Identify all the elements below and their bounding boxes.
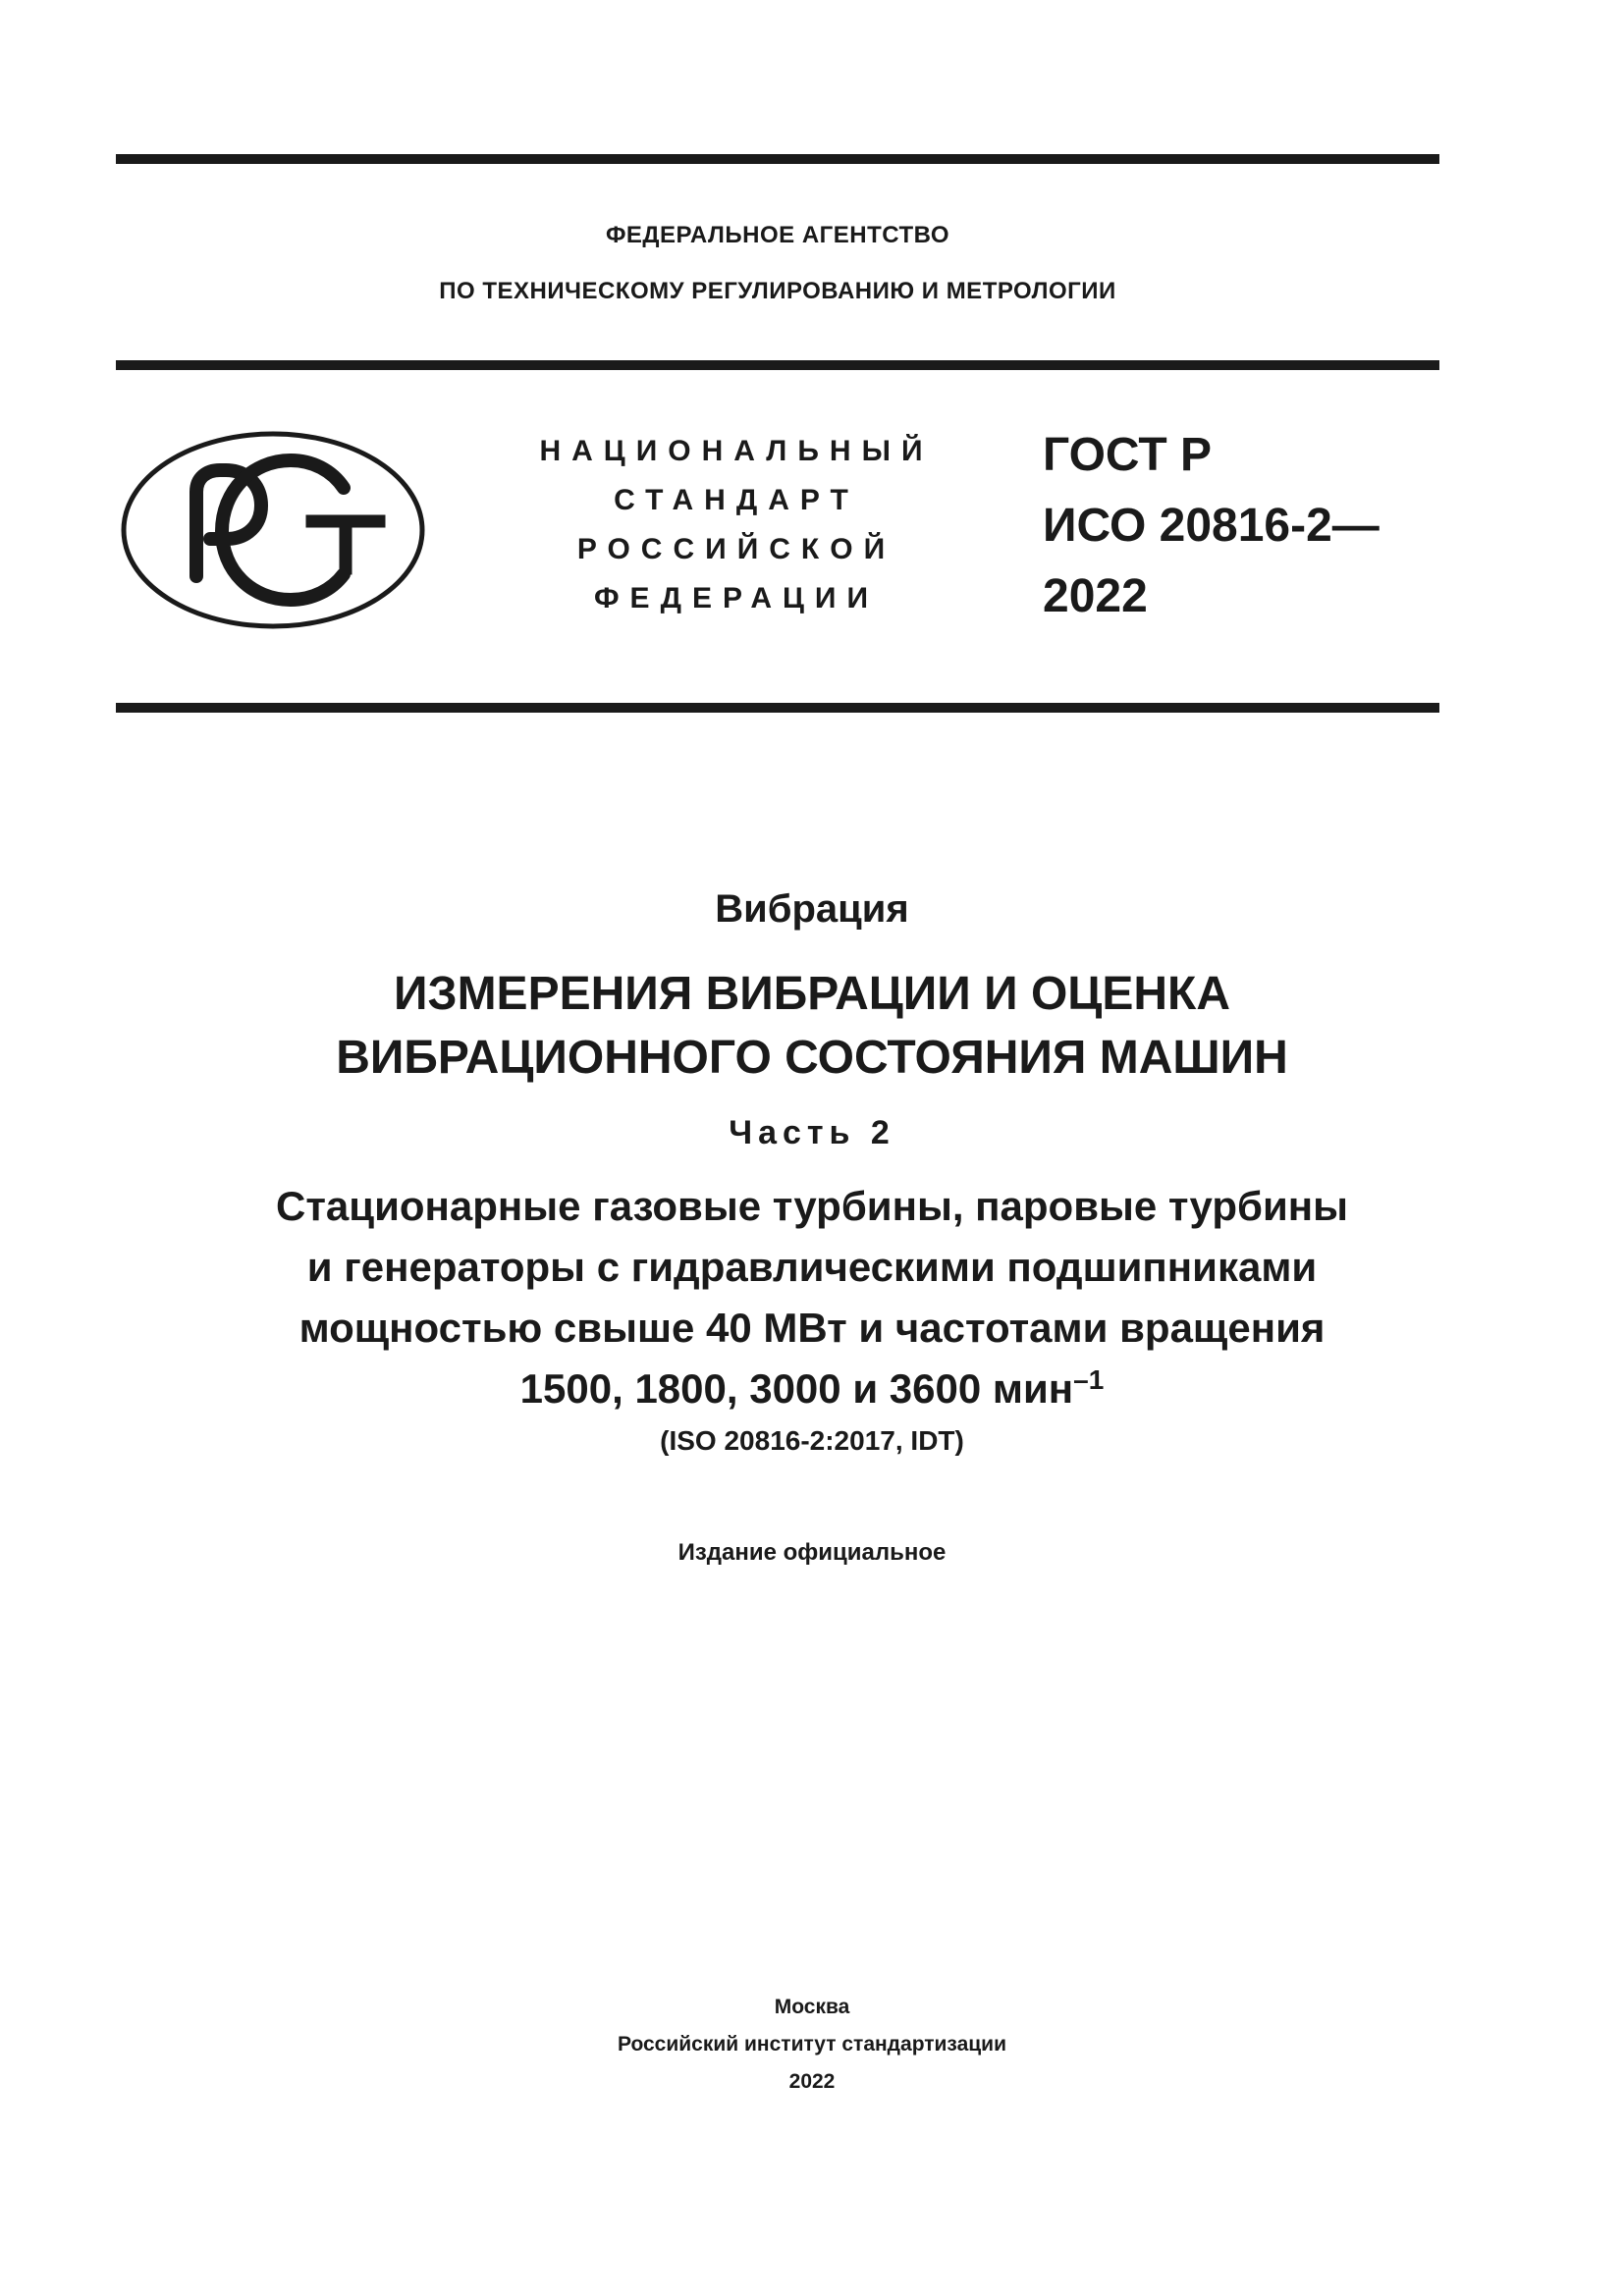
top-rule	[116, 154, 1439, 164]
part-number: Часть 2	[729, 1114, 895, 1151]
national-standard-line4: ФЕДЕРАЦИИ	[593, 582, 880, 614]
bottom-rule	[116, 703, 1439, 713]
national-standard-label	[511, 427, 962, 623]
subtitle-line2: и генераторы с гидравлическими подшипниками	[306, 1244, 1318, 1290]
subtitle-line4-text: 1500, 1800, 3000 и 3600 мин	[519, 1365, 1074, 1412]
edition-label: Издание официальное	[677, 1539, 947, 1566]
rst-logo-icon	[116, 427, 430, 633]
national-standard-line3: РОССИЙСКОЙ	[576, 533, 896, 565]
document-subtitle	[0, 1176, 1624, 1419]
imprint-city: Москва	[774, 1996, 850, 2018]
national-standard-line1: НАЦИОНАЛЬНЫЙ	[539, 435, 934, 467]
subtitle-line4	[0, 1359, 1624, 1419]
agency-name-line2: ПО ТЕХНИЧЕСКОМУ РЕГУЛИРОВАНИЮ И МЕТРОЛОГИИ	[439, 278, 1116, 304]
imprint-publisher: Российский институт стандартизации	[617, 2033, 1007, 2056]
standard-designation	[1043, 420, 1380, 632]
iso-reference: (ISO 20816-2:2017, IDT)	[660, 1425, 964, 1456]
designation-line3: 2022	[1043, 570, 1148, 622]
subtitle-exponent: –1	[1073, 1364, 1105, 1395]
subtitle-line3: мощностью свыше 40 МВт и частотами вращения	[298, 1305, 1326, 1351]
agency-name-line1: ФЕДЕРАЛЬНОЕ АГЕНТСТВО	[605, 222, 950, 248]
middle-rule	[116, 360, 1439, 370]
document-subject: Вибрация	[715, 887, 909, 931]
subtitle-line1: Стационарные газовые турбины, паровые турбины	[276, 1183, 1348, 1229]
designation-line1: ГОСТ Р	[1043, 429, 1213, 481]
title-line1: ИЗМЕРЕНИЯ ВИБРАЦИИ И ОЦЕНКА	[394, 968, 1230, 1020]
national-standard-line2: СТАНДАРТ	[614, 484, 859, 516]
imprint-year: 2022	[788, 2070, 836, 2093]
document-title	[0, 962, 1624, 1090]
title-line2: ВИБРАЦИОННОГО СОСТОЯНИЯ МАШИН	[336, 1032, 1288, 1084]
designation-line2: ИСО 20816-2—	[1043, 500, 1380, 552]
imprint	[0, 1989, 1624, 2101]
